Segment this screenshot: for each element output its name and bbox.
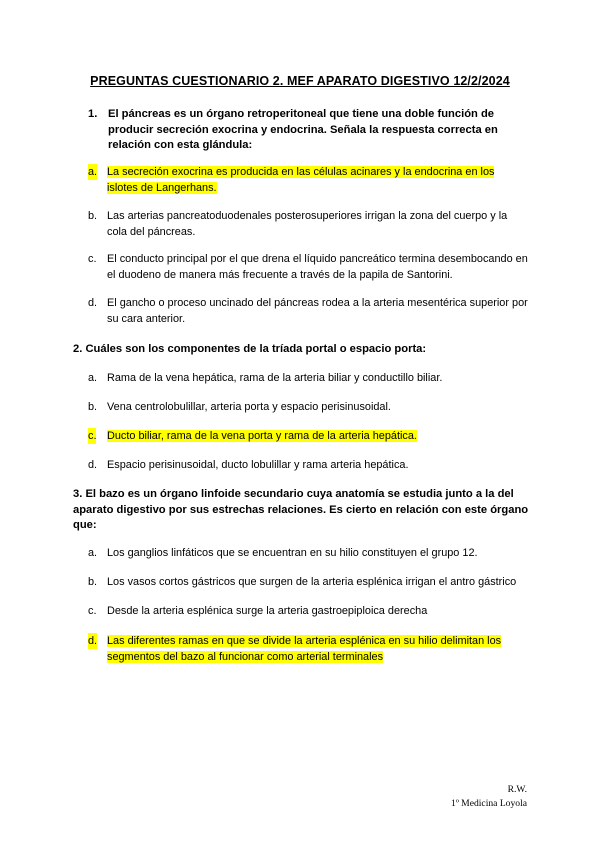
option-letter: b. [88,576,98,588]
option-text: El gancho o proceso uncinado del páncreas rodea a la arteria mesentérica superior por su cara anterior. [107,297,528,325]
question-text: El páncreas es un órgano retroperitoneal que tiene una doble función de producir secreción exocrina y endocrina. Señala la respuesta correcta en relación con esta glándula: [108,108,498,151]
question-number: 1. [88,108,98,120]
author-initials: R.W. [507,784,527,795]
option-text: La secreción exocrina es producida en las células acinares y la endocrina en los islotes de Langerhans. [107,166,495,194]
question-3: 3. El bazo es un órgano linfoide secundario cuya anatomía se estudia junto a la del aparato digestivo por sus estrechas relaciones. Es cierto en relación con este órgano que: [73,488,529,531]
option-text: Rama de la vena hepática, rama de la arteria biliar y conductillo biliar. [107,372,443,384]
option-text: Las arterias pancreatoduodenales posterosuperiores irrigan la zona del cuerpo y la cola del páncreas. [107,210,508,238]
option-text: Vena centrolobulillar, arteria porta y espacio perisinusoidal. [107,401,391,413]
option-letter: b. [88,401,98,413]
option-letter: d. [88,459,98,471]
option-text: Desde la arteria esplénica surge la arteria gastroepiploica derecha [107,605,428,617]
option-text: Las diferentes ramas en que se divide la arteria esplénica en su hilio delimitan los segmentos del bazo al funcionar como arterial terminales [107,635,502,663]
course-label: 1º Medicina Loyola [451,798,527,809]
option-text: Ducto biliar, rama de la vena porta y rama de la arteria hepática. [107,430,417,442]
option-letter: d. [88,297,98,309]
option-letter: b. [88,210,98,222]
option-text: El conducto principal por el que drena el líquido pancreático termina desembocando en el duodeno de manera más frecuente a través de la papila de Santorini. [107,253,528,281]
option-letter: c. [88,430,97,442]
option-text: Espacio perisinusoidal, ducto lobulillar y rama arteria hepática. [107,459,409,471]
option-text: Los vasos cortos gástricos que surgen de la arteria esplénica irrigan el antro gástrico [107,576,517,588]
option-letter: c. [88,253,97,265]
question-2: 2. Cuáles son los componentes de la tríada portal o espacio porta: [73,343,427,355]
option-letter: a. [88,166,98,178]
option-text: Los ganglios linfáticos que se encuentran en su hilio constituyen el grupo 12. [107,547,478,559]
option-letter: c. [88,605,97,617]
option-letter: d. [88,635,98,647]
page-title: PREGUNTAS CUESTIONARIO 2. MEF APARATO DIGESTIVO 12/2/2024 [90,74,510,88]
option-letter: a. [88,547,98,559]
option-letter: a. [88,372,98,384]
